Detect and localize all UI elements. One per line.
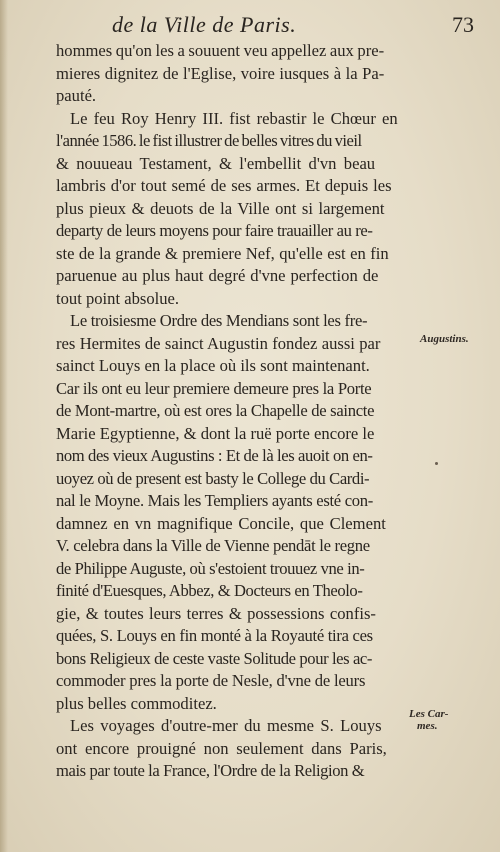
text-line: V. celebra dans la Ville de Vienne pendāt le regne xyxy=(56,536,370,555)
page-header xyxy=(0,12,500,38)
text-line: damnez en vn magnifique Concile, que Clement xyxy=(56,513,386,533)
text-line: pauté. xyxy=(56,86,97,105)
margin-note-carmes xyxy=(409,708,448,732)
text-line: mieres dignitez de l'Eglise, voire iusques à la Pa- xyxy=(56,63,385,83)
text-line: Marie Egyptienne, & dont la ruë porte encore le xyxy=(56,423,375,443)
text-line: Le feu Roy Henry III. fist rebastir le Chœur en xyxy=(70,108,398,128)
text-line: quées, S. Louys en fin monté à la Royauté tira ces xyxy=(56,626,373,645)
text-line: de Philippe Auguste, où s'estoient trouuez vne in- xyxy=(56,558,365,578)
text-line: ste de la grande & premiere Nef, qu'elle est en fin xyxy=(56,243,389,263)
text-line: uoyez où de present est basty le College du Cardi- xyxy=(56,468,370,488)
text-line: plus belles commoditez. xyxy=(56,693,217,713)
text-line: gie, & toutes leurs terres & possessions confis- xyxy=(56,603,376,623)
text-line: & nouueau Testament, & l'embellit d'vn beau xyxy=(56,153,376,173)
text-line: ont encore prouigné non seulement dans Paris, xyxy=(56,738,387,758)
text-line: Car ils ont eu leur premiere demeure pres la Porte xyxy=(56,378,372,398)
text-line: departy de leurs moyens pour faire trauailler au re- xyxy=(56,221,373,240)
margin-note-augustins: Augustins. xyxy=(420,333,469,345)
text-line: nom des vieux Augustins : Et de là les auoit on en- xyxy=(56,446,373,465)
text-line: de Mont-martre, où est ores la Chapelle de saincte xyxy=(56,401,375,420)
margin-note-carmes-line-2: mes. xyxy=(417,720,438,732)
ink-speck xyxy=(435,462,438,465)
running-title: de la Ville de Paris. xyxy=(112,12,297,37)
text-line: finité d'Euesques, Abbez, & Docteurs en Theolo- xyxy=(56,581,363,600)
text-line: nal le Moyne. Mais les Templiers ayants esté con- xyxy=(56,491,374,510)
text-line: plus pieux & deuots de la Ville ont si largement xyxy=(56,198,385,218)
text-line: commoder pres la porte de Nesle, d'vne de leurs xyxy=(56,671,366,690)
text-line: paruenue au plus haut degré d'vne perfection de xyxy=(56,266,379,285)
text-line: lambris d'or tout semé de ses armes. Et depuis les xyxy=(56,176,392,195)
text-line: tout point absolue. xyxy=(56,288,180,308)
text-line: hommes qu'on les a souuent veu appellez aux pre- xyxy=(56,41,385,60)
margin-note-carmes-line-1: Les Car- xyxy=(409,708,449,720)
text-line: mais par toute la France, l'Ordre de la Religion & xyxy=(56,761,365,780)
body-text xyxy=(56,40,418,783)
page-gutter-shadow xyxy=(0,0,8,852)
text-line: Le troisiesme Ordre des Mendians sont les fre- xyxy=(70,311,368,330)
text-line: sainct Louys en la place où ils sont maintenant. xyxy=(56,356,370,375)
text-line: l'année 1586. le fist illustrer de belles vitres du vieil xyxy=(56,131,362,150)
text-line: res Hermites de sainct Augustin fondez aussi par xyxy=(56,333,381,353)
page-number: 73 xyxy=(452,12,474,37)
text-line: Les voyages d'outre-mer du mesme S. Louys xyxy=(70,716,382,735)
text-line: bons Religieux de ceste vaste Solitude pour les ac- xyxy=(56,648,372,668)
